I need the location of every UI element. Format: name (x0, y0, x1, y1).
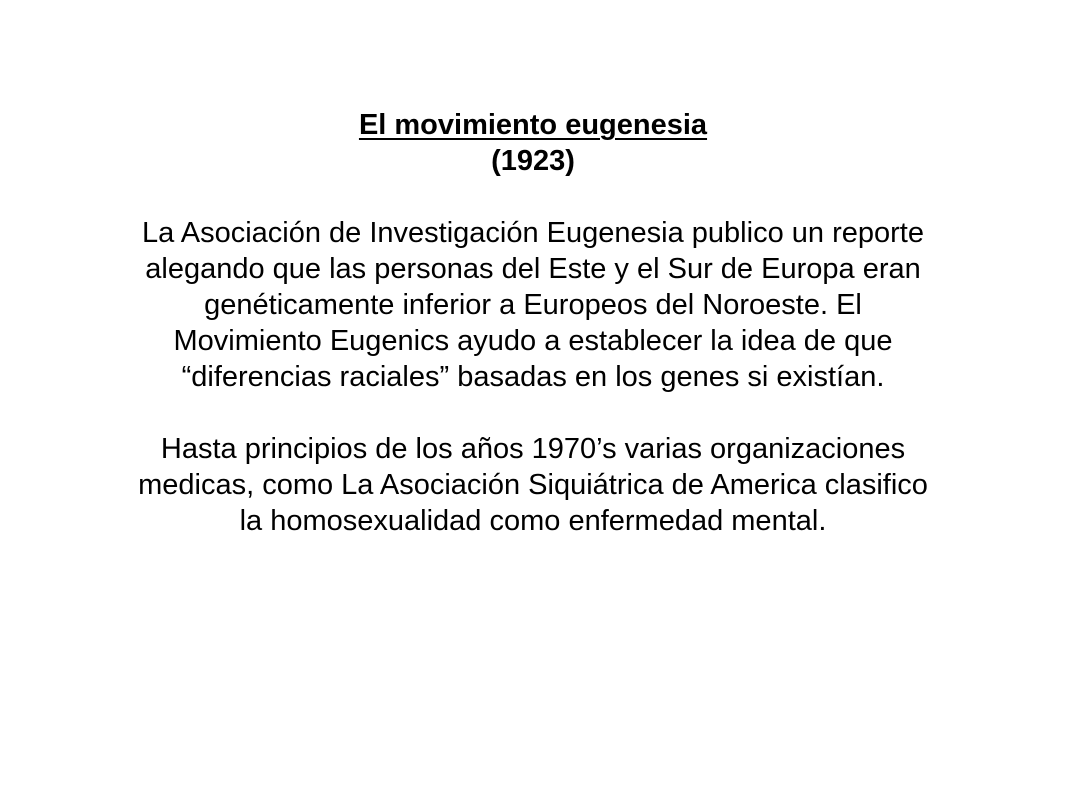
text-line: genéticamente inferior a Europeos del Noroeste. El (204, 289, 862, 321)
slide-subtitle: (1923) (491, 145, 575, 177)
paragraph-eugenics-report (20, 215, 1046, 395)
text-line: Movimiento Eugenics ayudo a establecer la idea de que (173, 325, 893, 357)
spacer (20, 395, 1046, 431)
text-line: “diferencias raciales” basadas en los genes si existían. (181, 361, 885, 393)
paragraph-homosexuality-classification (20, 431, 1046, 539)
text-line: La Asociación de Investigación Eugenesia publico un reporte (142, 217, 924, 249)
slide-title: El movimiento eugenesia (358, 109, 708, 141)
text-line: alegando que las personas del Este y el Sur de Europa eran (145, 253, 921, 285)
text-line: Hasta principios de los años 1970’s varias organizaciones (160, 433, 906, 465)
text-line: medicas, como La Asociación Siquiátrica de America clasifico (138, 469, 928, 501)
spacer (20, 179, 1046, 215)
slide-content (20, 107, 1046, 539)
text-line: la homosexualidad como enfermedad mental. (239, 505, 827, 537)
